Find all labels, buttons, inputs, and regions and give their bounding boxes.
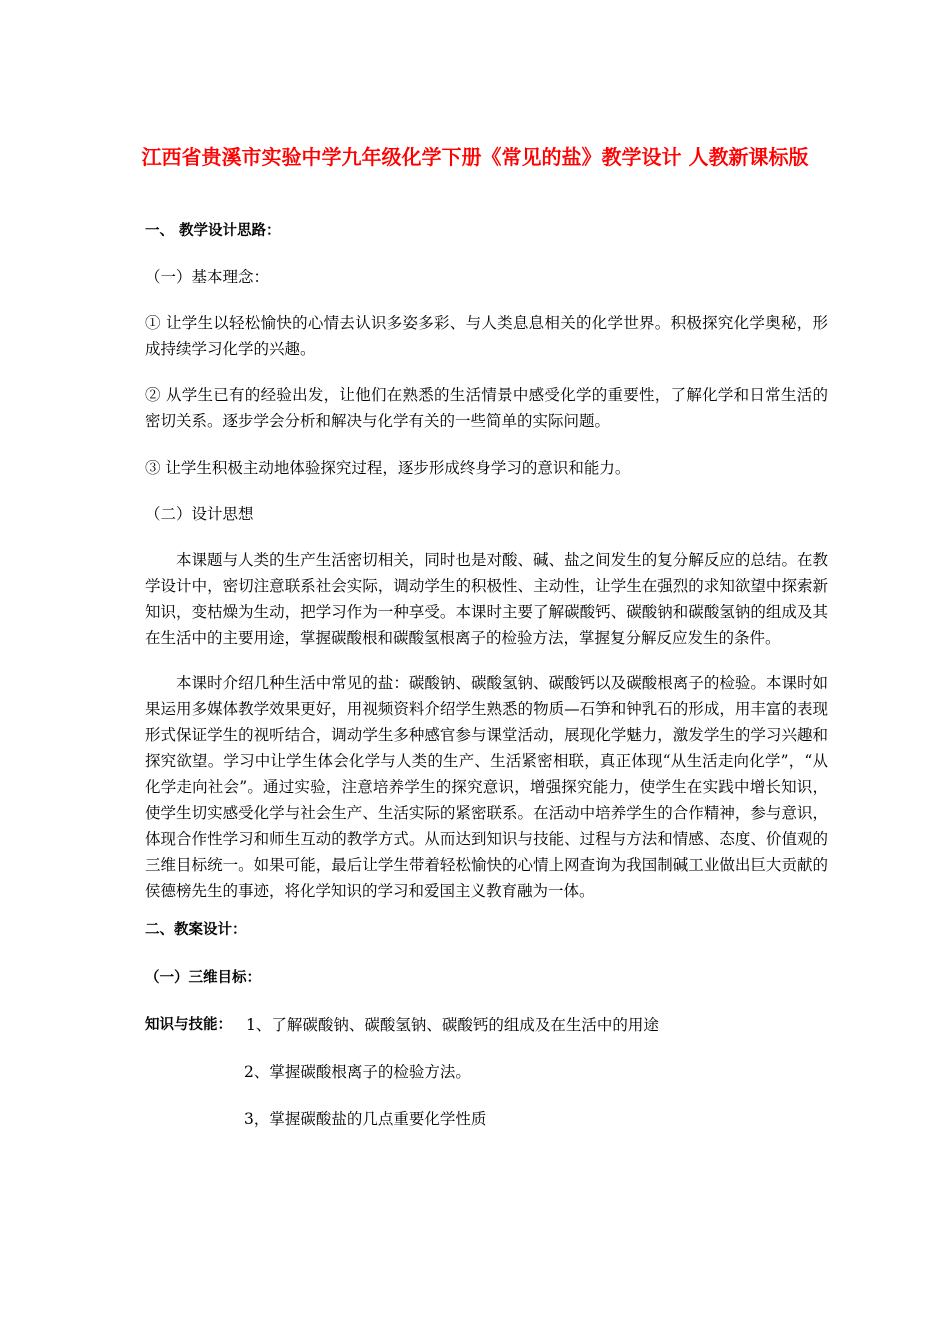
section1-sub2-heading: （二）设计思想	[145, 505, 254, 523]
goal-item-3: 3，掌握碳酸盐的几点重要化学性质	[244, 1110, 487, 1128]
design-paragraph-1: 本课题与人类的生产生活密切相关，同时也是对酸、碱、盐之间发生的复分解反应的总结。在教学设计中，密切注意联系社会实际，调动学生的积极性、主动性，让学生在强烈的求知欲望中探索新知识，变枯燥为生动，把学习作为一种享受。本课时主要了解碳酸钙、碳酸钠和碳酸氢钠的组成及其在生活中的主要用途，掌握碳酸根和碳酸氢根离子的检验方法，掌握复分解反应发生的条件。	[145, 551, 828, 647]
section1-heading: 一、 教学设计思路：	[145, 223, 281, 239]
principle-item-1: ① 让学生以轻松愉快的心情去认识多姿多彩、与人类息息相关的化学世界。积极探究化学奥秘，形成持续学习化学的兴趣。	[145, 314, 828, 358]
knowledge-skills-label: 知识与技能：	[145, 1017, 232, 1033]
goal-item-1: 1、了解碳酸钠、碳酸氢钠、碳酸钙的组成及在生活中的用途	[246, 1016, 659, 1034]
design-paragraph-2: 本课时介绍几种生活中常见的盐：碳酸钠、碳酸氢钠、碳酸钙以及碳酸根离子的检验。本课时如果运用多媒体教学效果更好，用视频资料介绍学生熟悉的物质—石笋和钟乳石的形成，用丰富的表现形式保证学生的视听结合，调动学生多种感官参与课堂活动，展现化学魅力，激发学生的学习兴趣和探究欲望。学习中让学生体会化学与人类的生产、生活紧密相联，真正体现“从生活走向化学”，“从化学走向社会”。通过实验，注意培养学生的探究意识，增强探究能力，使学生在实践中增长知识，使学生切实感受化学与社会生产、生活实际的紧密联系。在活动中培养学生的合作精神，参与意识，体现合作性学习和师生互动的教学方式。从而达到知识与技能、过程与方法和情感、态度、价值观的三维目标统一。如果可能，最后让学生带着轻松愉快的心情上网查询为我国制碱工业做出巨大贡献的侯德榜先生的事迹，将化学知识的学习和爱国主义教育融为一体。	[145, 674, 828, 900]
section2-heading: 二、教案设计：	[145, 922, 247, 938]
section2-sub1-heading: （一）三维目标：	[145, 970, 261, 986]
principle-item-3: ③ 让学生积极主动地体验探究过程，逐步形成终身学习的意识和能力。	[145, 459, 631, 477]
principle-item-2: ② 从学生已有的经验出发，让他们在熟悉的生活情景中感受化学的重要性，了解化学和日常生活的密切关系。逐步学会分析和解决与化学有关的一些简单的实际问题。	[145, 386, 828, 430]
document-title: 江西省贵溪市实验中学九年级化学下册《常见的盐》教学设计 人教新课标版	[141, 145, 809, 169]
section1-sub1-heading: （一）基本理念：	[145, 268, 270, 286]
goal-item-2: 2、掌握碳酸根离子的检验方法。	[244, 1063, 471, 1081]
